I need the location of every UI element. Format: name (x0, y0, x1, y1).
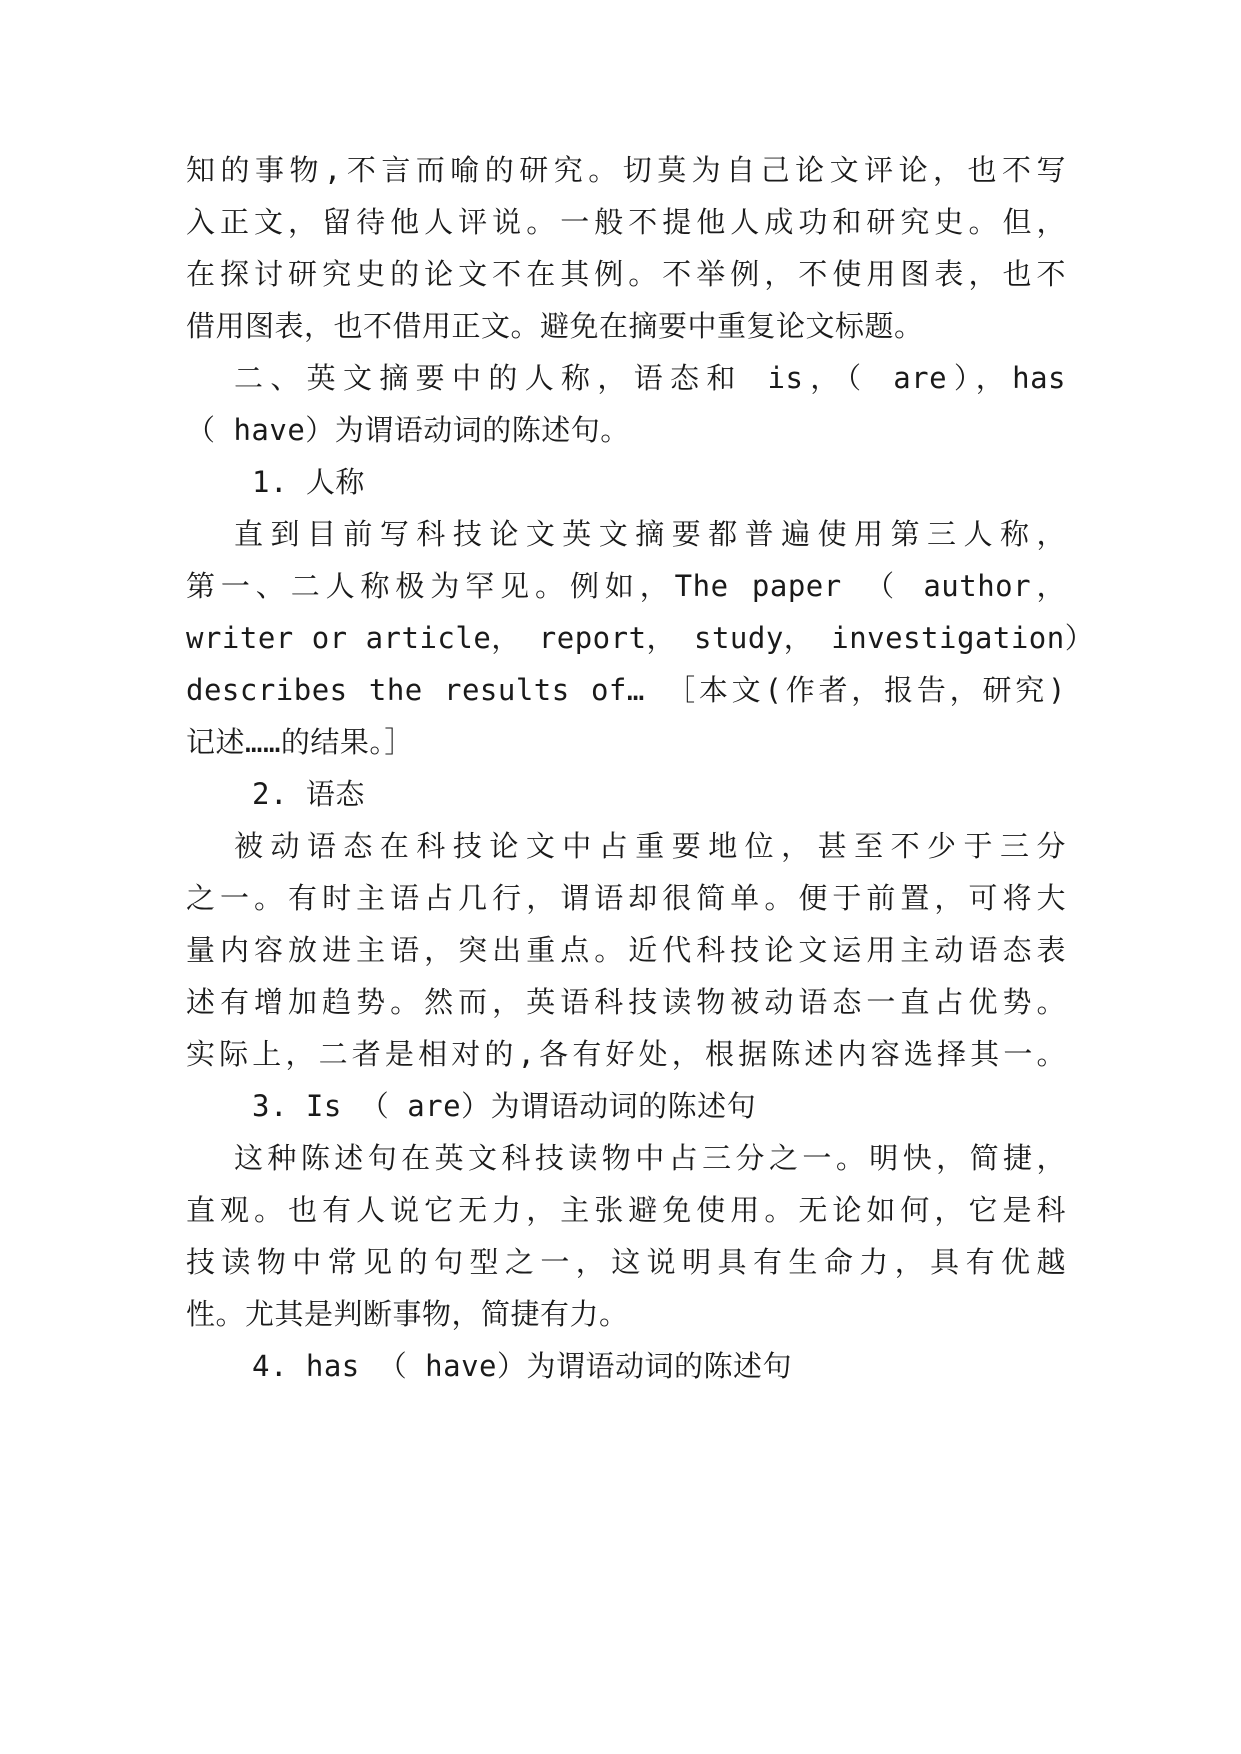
text-line: 第一、二人称极为罕见。例如，The paper （ author， (186, 569, 1066, 603)
text-line: 技读物中常见的句型之一，这说明具有生命力，具有优越 (186, 1245, 1066, 1279)
text-line: 被动语态在科技论文中占重要地位，甚至不少于三分 (234, 829, 1066, 863)
text-line: describes the results of… ［本文(作者，报告，研究) (186, 673, 1066, 707)
text-line: 知的事物,不言而喻的研究。切莫为自己论文评论，也不写 (186, 153, 1066, 187)
text-line: 记述……的结果。］ (186, 725, 414, 759)
text-line: 直观。也有人说它无力，主张避免使用。无论如何，它是科 (186, 1193, 1066, 1227)
section-heading-continued: （ have）为谓语动词的陈述句。 (186, 413, 630, 447)
subsection-heading: 4. has （ have）为谓语动词的陈述句 (252, 1349, 793, 1383)
text-line: 这种陈述句在英文科技读物中占三分之一。明快，简捷， (234, 1141, 1066, 1175)
text-line: 实际上，二者是相对的,各有好处，根据陈述内容选择其一。 (186, 1037, 1066, 1071)
text-line: 借用图表，也不借用正文。避免在摘要中重复论文标题。 (186, 309, 924, 343)
text-line: 性。尤其是判断事物，简捷有力。 (186, 1297, 629, 1331)
text-line: 直到目前写科技论文英文摘要都普遍使用第三人称， (234, 517, 1066, 551)
text-line: writer or article， report， study， investigation） (186, 621, 1095, 655)
text-line: 量内容放进主语，突出重点。近代科技论文运用主动语态表 (186, 933, 1066, 967)
text-line: 在探讨研究史的论文不在其例。不举例，不使用图表，也不 (186, 257, 1066, 291)
subsection-heading: 1. 人称 (252, 465, 365, 499)
text-line: 之一。有时主语占几行，谓语却很简单。便于前置，可将大 (186, 881, 1066, 915)
subsection-heading: 2. 语态 (252, 777, 365, 811)
section-heading: 二、英文摘要中的人称，语态和 is，（ are），has (234, 361, 1066, 395)
subsection-heading: 3. Is （ are）为谓语动词的陈述句 (252, 1089, 757, 1123)
text-line: 入正文，留待他人评说。一般不提他人成功和研究史。但， (186, 205, 1066, 239)
text-line: 述有增加趋势。然而，英语科技读物被动语态一直占优势。 (186, 985, 1066, 1019)
